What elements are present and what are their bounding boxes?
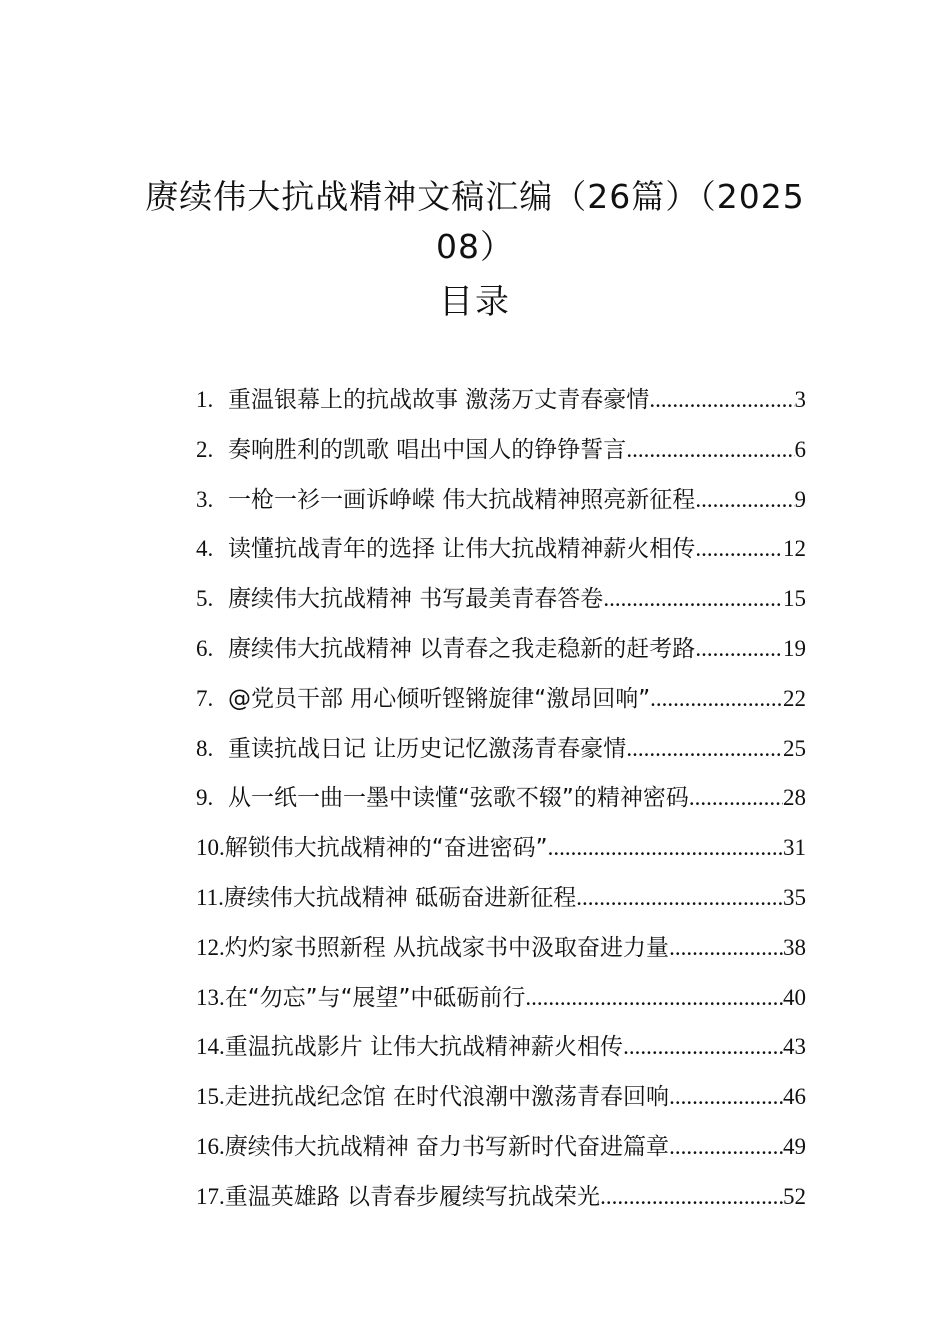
toc-entry-page: 35 (783, 884, 806, 910)
toc-entry-number: 12. (196, 934, 225, 960)
toc-entry-title: 解锁伟大抗战精神的“奋进密码” (224, 835, 548, 862)
toc-entry-15[interactable] (196, 1077, 806, 1127)
toc-entry-page: 46 (783, 1084, 806, 1110)
toc-entry-5[interactable] (196, 579, 806, 629)
toc-dot-leader (695, 629, 783, 669)
toc-entry-1[interactable] (196, 380, 806, 430)
toc-entry-page: 12 (783, 536, 806, 562)
toc-entry-page: 22 (783, 685, 806, 711)
toc-entry-14[interactable] (196, 1027, 806, 1077)
toc-entry-page: 38 (783, 934, 806, 960)
toc-dot-leader (525, 978, 783, 1018)
toc-entry-number: 3. (196, 486, 214, 512)
toc-entry-title: 从一纸一曲一墨中读懂“弦歌不辍”的精神密码 (228, 785, 689, 812)
toc-entry-title: 赓续伟大抗战精神 奋力书写新时代奋进篇章 (224, 1133, 670, 1160)
toc-entry-number: 9. (196, 785, 214, 811)
toc-entry-13[interactable] (196, 978, 806, 1028)
toc-dot-leader (669, 1127, 783, 1167)
toc-dot-leader (548, 828, 783, 868)
toc-entry-title: 重温抗战影片 让伟大抗战精神薪火相传 (224, 1034, 624, 1061)
toc-entry-title: 赓续伟大抗战精神 书写最美青春答卷 (228, 586, 604, 613)
toc-entry-page: 9 (794, 486, 806, 512)
toc-entry-title: 走进抗战纪念馆 在时代浪潮中激荡青春回响 (224, 1084, 670, 1111)
toc-entry-title: 一枪一衫一画诉峥嵘 伟大抗战精神照亮新征程 (228, 486, 696, 513)
toc-entry-page: 3 (794, 387, 806, 412)
toc-entry-page: 49 (783, 1133, 806, 1159)
toc-entry-page: 43 (783, 1034, 806, 1060)
toc-entry-10[interactable] (196, 828, 806, 878)
toc-entry-title: 重读抗战日记 让历史记忆激荡青春豪情 (228, 735, 627, 762)
toc-entry-9[interactable] (196, 778, 806, 828)
toc-entry-page: 15 (783, 586, 806, 612)
toc-entry-title: 赓续伟大抗战精神 砥砺奋进新征程 (223, 884, 577, 911)
toc-entry-title: @党员干部 用心倾听铿锵旋律“激昂回响” (228, 685, 651, 712)
toc-entry-number: 4. (196, 536, 214, 562)
toc-entry-number: 7. (196, 685, 214, 711)
toc-entry-page: 28 (783, 785, 806, 811)
toc-dot-leader (600, 1177, 783, 1217)
toc-entry-4[interactable] (196, 529, 806, 579)
toc-entry-16[interactable] (196, 1127, 806, 1177)
toc-dot-leader (649, 380, 794, 420)
toc-entry-page: 19 (783, 635, 806, 661)
toc-entry-number: 14. (196, 1034, 225, 1060)
toc-entry-title: 读懂抗战青年的选择 让伟大抗战精神薪火相传 (228, 536, 696, 563)
toc-dot-leader (669, 928, 783, 968)
toc-entry-title: 赓续伟大抗战精神 以青春之我走稳新的赶考路 (228, 635, 696, 662)
toc-dot-leader (669, 1077, 783, 1117)
toc-heading: 目录 (439, 282, 511, 322)
toc-entry-number: 17. (196, 1183, 225, 1209)
toc-dot-leader (576, 878, 783, 918)
toc-entry-number: 10. (196, 835, 225, 861)
document-title: 赓续伟大抗战精神文稿汇编（26篇）（202508） (145, 177, 805, 266)
toc-entry-page: 40 (783, 984, 806, 1010)
toc-entry-title: 灼灼家书照新程 从抗战家书中汲取奋进力量 (224, 934, 670, 961)
toc-entry-page: 25 (783, 735, 806, 761)
toc-entry-number: 1. (196, 387, 214, 412)
toc-dot-leader (689, 778, 783, 818)
toc-entry-page: 52 (783, 1183, 806, 1209)
toc-entry-number: 6. (196, 635, 214, 661)
toc-entry-number: 16. (196, 1133, 225, 1159)
toc-entry-17[interactable] (196, 1177, 806, 1227)
toc-entry-page: 31 (783, 835, 806, 861)
toc-dot-leader (626, 729, 783, 769)
toc-entry-2[interactable] (196, 430, 806, 480)
toc-entry-3[interactable] (196, 480, 806, 530)
toc-entry-number: 2. (196, 436, 214, 462)
toc-dot-leader (603, 579, 783, 619)
toc-entry-number: 8. (196, 735, 214, 761)
toc-dot-leader (695, 529, 783, 569)
toc-dot-leader (626, 430, 794, 470)
toc-entry-title: 在“勿忘”与“展望”中砥砺前行 (224, 984, 526, 1011)
table-of-contents (196, 380, 806, 1227)
toc-dot-leader (623, 1027, 783, 1067)
toc-entry-12[interactable] (196, 928, 806, 978)
toc-entry-number: 11. (196, 884, 224, 910)
toc-entry-6[interactable] (196, 629, 806, 679)
toc-dot-leader (650, 679, 783, 719)
toc-entry-title: 重温英雄路 以青春步履续写抗战荣光 (224, 1183, 601, 1210)
toc-entry-11[interactable] (196, 878, 806, 928)
toc-entry-title: 奏响胜利的凯歌 唱出中国人的铮铮誓言 (228, 436, 627, 463)
toc-entry-8[interactable] (196, 729, 806, 779)
toc-dot-leader (695, 480, 794, 520)
toc-entry-7[interactable] (196, 679, 806, 729)
toc-entry-number: 13. (196, 984, 225, 1010)
toc-entry-number: 15. (196, 1084, 225, 1110)
toc-entry-number: 5. (196, 586, 214, 612)
toc-entry-page: 6 (794, 436, 806, 462)
toc-entry-title: 重温银幕上的抗战故事 激荡万丈青春豪情 (228, 387, 650, 413)
